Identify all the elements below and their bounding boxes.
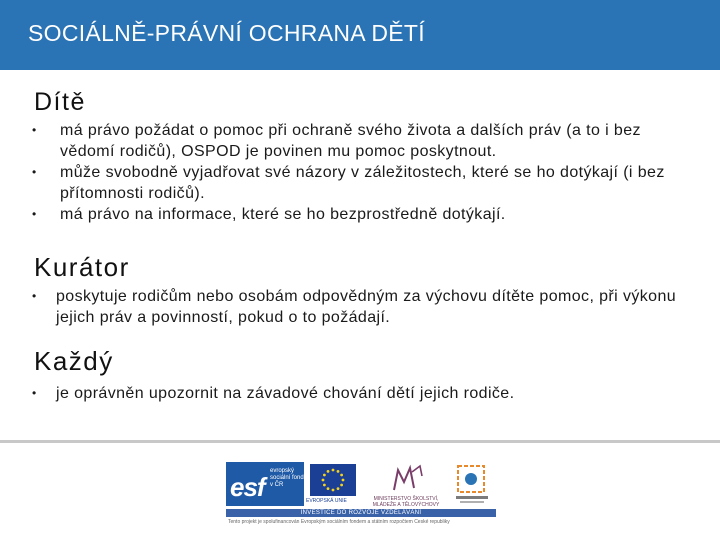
header-bar [0, 0, 720, 70]
section-title-kazdy: Každý [34, 346, 114, 376]
bullet-icon: • [32, 207, 37, 221]
section-title-kurator: Kurátor [34, 252, 130, 282]
bullet-list-kurator [32, 286, 696, 328]
list-item: • je oprávněn upozornit na závadové chování dětí jejich rodiče. [32, 385, 515, 402]
list-item: • má právo na informace, které se ho bezprostředně dotýkají. [32, 206, 506, 223]
esf-logo: esf evropský sociální fond v ČR [226, 462, 304, 506]
bullet-list-kazdy [32, 383, 696, 404]
section-title-dite: Dítě [34, 88, 86, 116]
slide-title: SOCIÁLNĚ-PRÁVNÍ OCHRANA DĚTÍ [28, 20, 425, 46]
list-item: • může svobodně vyjadřovat své názory v záležitostech, které se ho dotýkají (i bez přítomnosti rodičů). [32, 164, 665, 202]
bullet-icon: • [32, 289, 37, 303]
footer-banner: INVESTICE DO ROZVOJE VZDĚLÁVÁNÍ [226, 509, 496, 517]
footer-divider [0, 440, 720, 443]
bullet-icon: • [32, 386, 37, 400]
eu-label: EVROPSKÁ UNIE [306, 498, 347, 504]
footer-fine-print: Tento projekt je spolufinancován Evropským sociálním fondem a státním rozpočtem České republiky [228, 519, 450, 525]
msmt-label: MINISTERSTVO ŠKOLSTVÍ, MLÁDEŽE A TĚLOVÝCHOVY [372, 496, 440, 508]
list-item: • poskytuje rodičům nebo osobám odpovědným za výchovu dítěte pomoc, při výkonu jejich práv a povinností, pokud o to požádají. [32, 288, 677, 326]
bullet-icon: • [32, 123, 37, 137]
bullet-icon: • [32, 165, 37, 179]
list-item: • má právo požádat o pomoc při ochraně svého života a dalších práv (a to i bez vědomí rodičů), OSPOD je povinen mu pomoc poskytnout. [32, 122, 641, 160]
op-vk-logo-icon [452, 462, 492, 506]
bullet-list-dite [32, 120, 700, 225]
funding-logos [226, 462, 496, 528]
eu-flag-icon [310, 464, 356, 496]
